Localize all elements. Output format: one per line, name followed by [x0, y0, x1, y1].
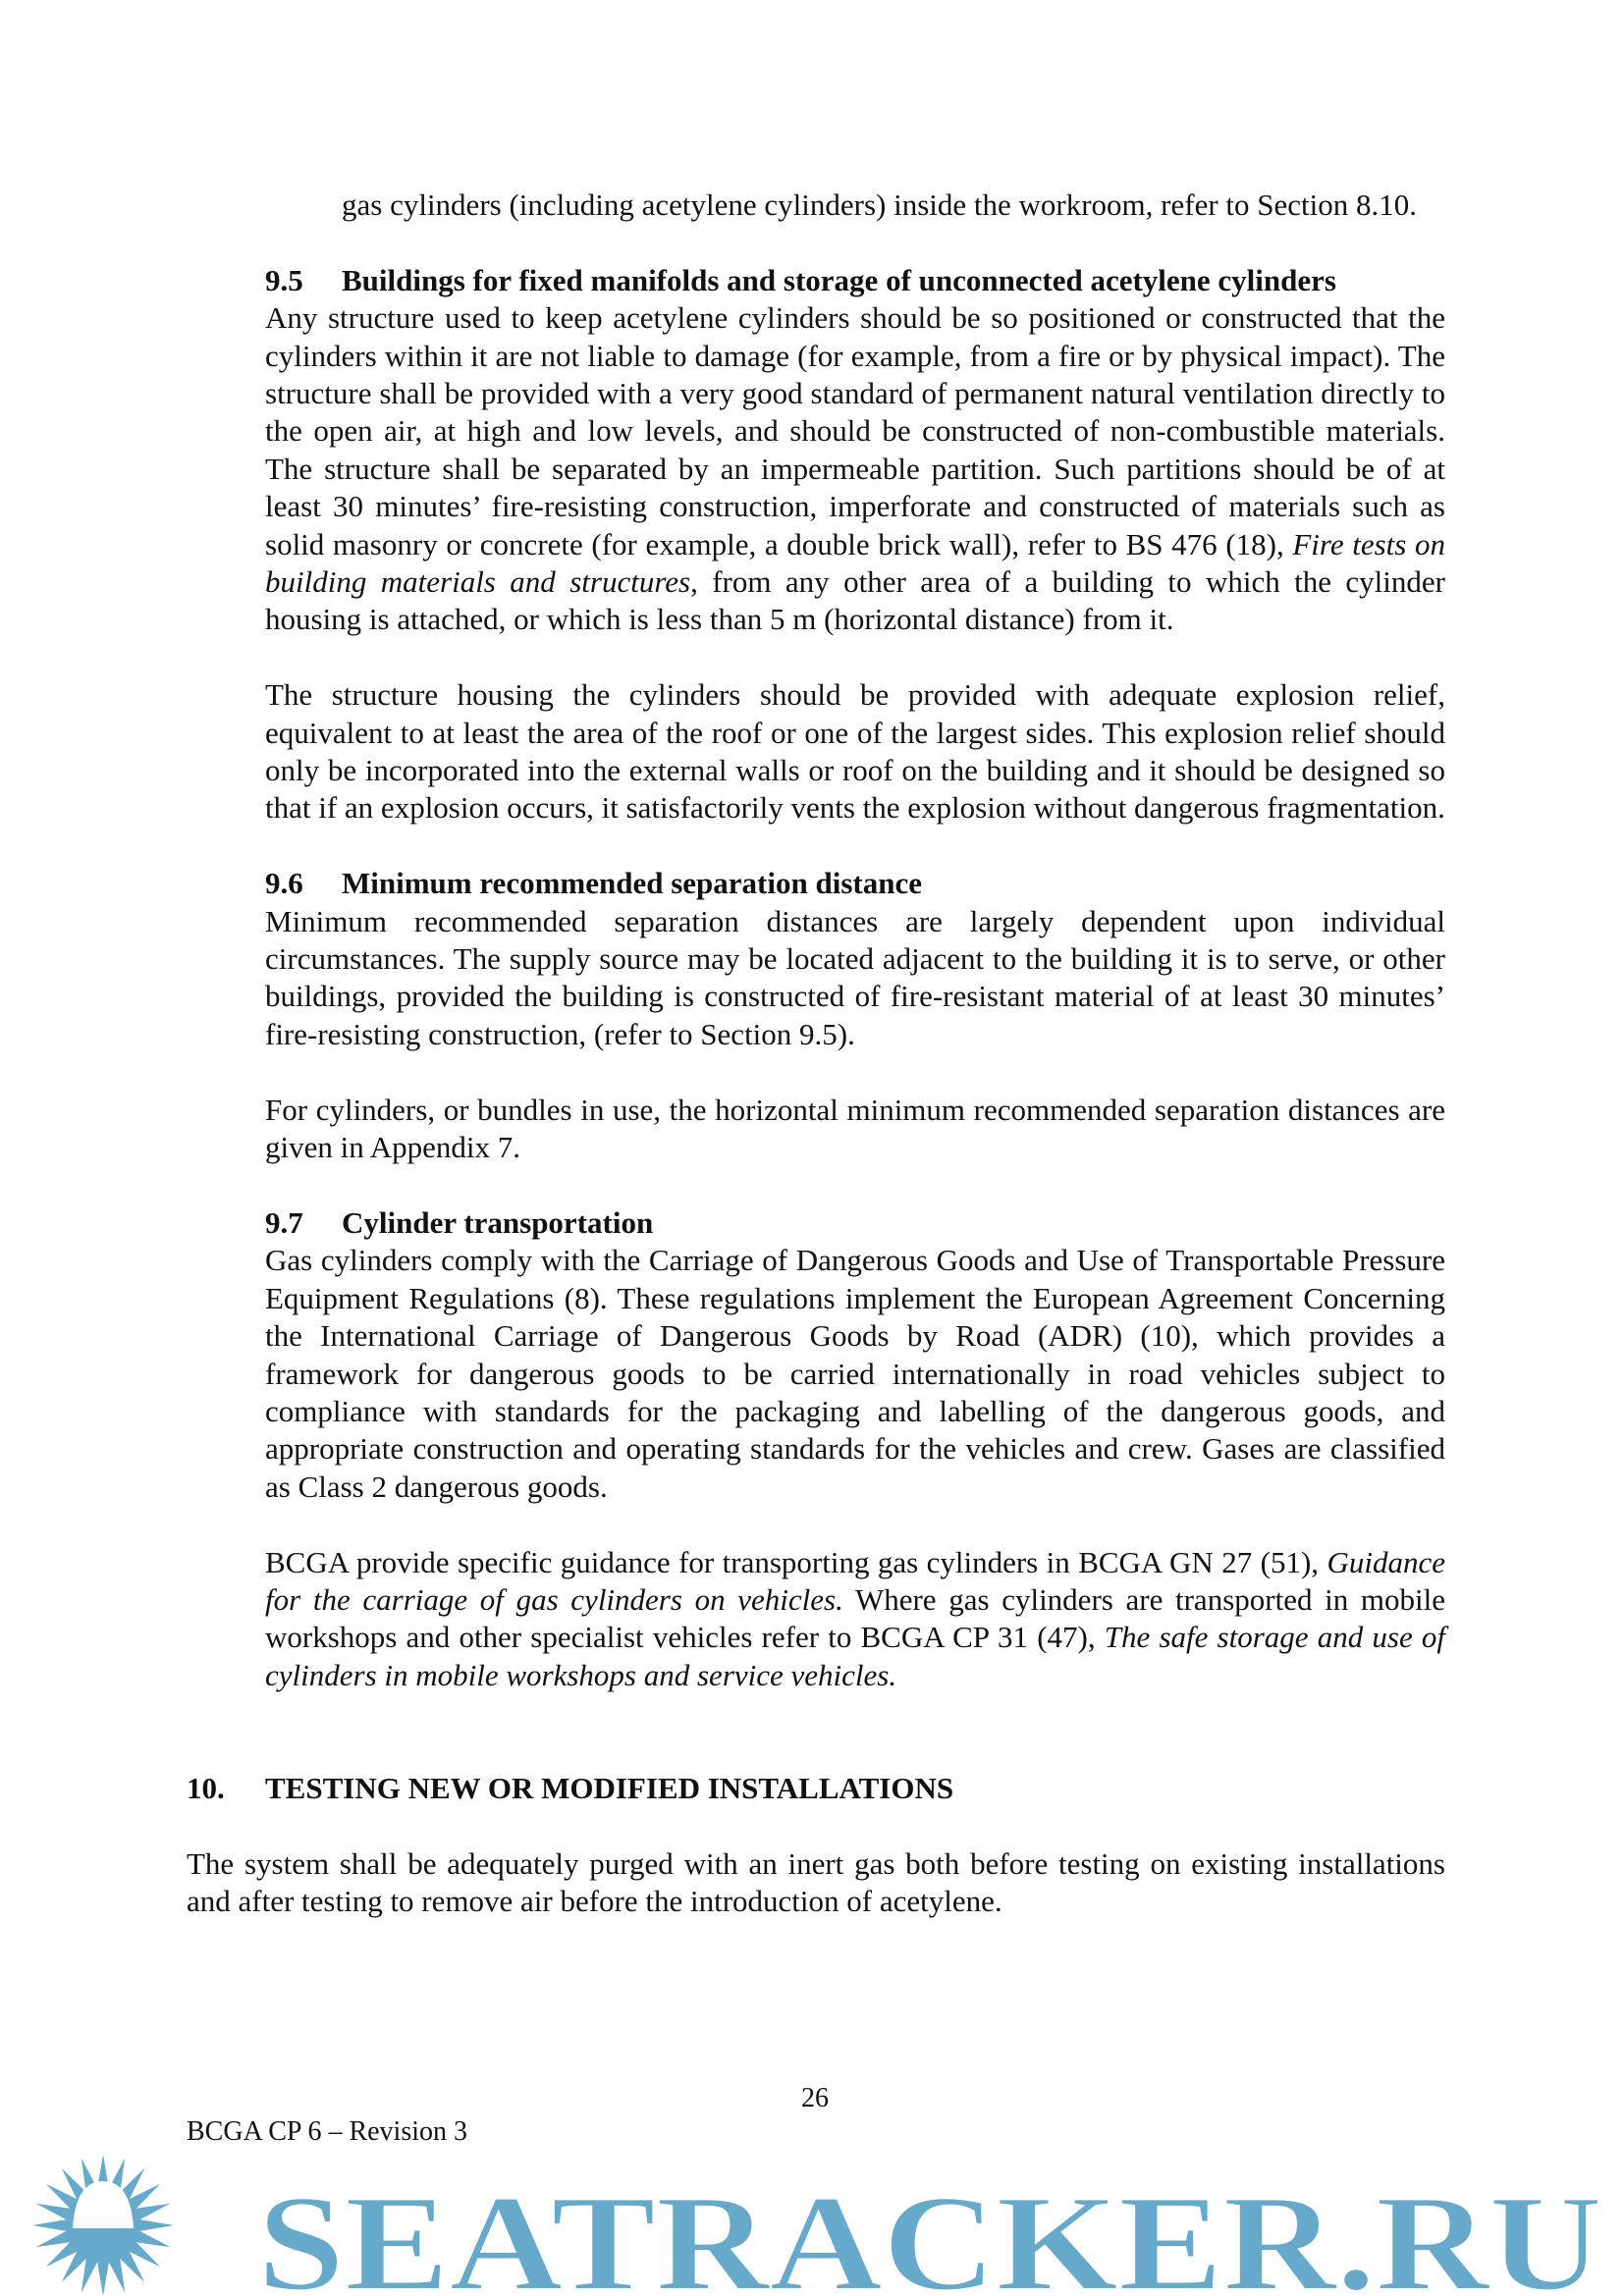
section-9-6-paragraph-1: Minimum recommended separation distances are largely dependent upon individual circumstances. The supply source may be located adjacent to the building it is to serve, or other buildings, provided the building is constructed of fire-resistant material of at least 30 minutes’ fire-resisting construction, (refer to Section 9.5).: [265, 903, 1445, 1051]
document-body: [187, 187, 1446, 1921]
section-10-heading: [187, 1770, 1445, 1807]
section-number: 9.7: [265, 1204, 303, 1240]
section-9-7-heading: [265, 1204, 1445, 1242]
text: BCGA provide specific guidance for transporting gas cylinders in BCGA GN 27 (51),: [265, 1544, 1327, 1579]
section-title: TESTING NEW OR MODIFIED INSTALLATIONS: [265, 1770, 954, 1805]
section-number: 9.5: [265, 262, 303, 297]
sun-highlight: [73, 2181, 134, 2228]
section-9-6-paragraph-2: For cylinders, or bundles in use, the horizontal minimum recommended separation distances are given in Appendix 7.: [265, 1092, 1445, 1165]
section-9-7-paragraph-1: Gas cylinders comply with the Carriage of Dangerous Goods and Use of Transportable Pressure Equipment Regulations (8). These regulations implement the European Agreement Concerning the International Carriage of Dangerous Goods by Road (ADR) (10), which provides a framework for dangerous goods to be carried internationally in road vehicles subject to compliance with standards for the packaging and labelling of the dangerous goods, and appropriate construction and operating standards for the vehicles and crew. Gases are classified as Class 2 dangerous goods.: [265, 1243, 1445, 1504]
section-9-5-heading: [265, 262, 1445, 299]
page-number: 26: [801, 2083, 829, 2113]
section-9-5-paragraph-1: [265, 299, 1445, 639]
section-title: Cylinder transportation: [342, 1204, 654, 1240]
section-9-7-paragraph-2: [265, 1544, 1445, 1695]
section-number: 10.: [187, 1770, 225, 1805]
reference-title: The safe storage and use of cylinders in mobile workshops and service vehicles.: [265, 1620, 1446, 1692]
footer-document-id: BCGA CP 6 – Revision 3: [187, 2116, 468, 2147]
text: , from any other area of a building to which the cylinder housing is attached, or which is less than 5 m (horizontal distance) from it.: [265, 564, 1445, 637]
section-number: 9.6: [265, 866, 303, 901]
reference-title: Fire tests on building materials and structures: [265, 526, 1445, 600]
section-9-6-heading: [265, 865, 1445, 902]
watermark-text: SEATRACKER.RU: [257, 2167, 1602, 2296]
watermark-logo: [0, 2152, 1624, 2296]
reference-title: Guidance for the carriage of gas cylinders on vehicles.: [265, 1544, 1445, 1617]
text: Where gas cylinders are transported in mobile workshops and other specialist vehicles refer to BCGA CP 31 (47),: [265, 1581, 1445, 1655]
text: Any structure used to keep acetylene cylinders should be so positioned or constructed that the cylinders within it are not liable to damage (for example, from a fire or by physical impact). The structure shall be provided with a very good standard of permanent natural ventilation directly to the open air, at high and low levels, and should be constructed of non-combustible materials. The structure shall be separated by an impermeable partition. Such partitions should be of at least 30 minutes’ fire-resisting construction, imperforate and constructed of materials such as solid masonry or concrete (for example, a double brick wall), refer to BS 476 (18),: [265, 300, 1445, 561]
section-9-5-paragraph-2: The structure housing the cylinders should be provided with adequate explosion relief, equivalent to at least the area of the roof or one of the largest sides. This explosion relief should only be incorporated into the external walls or roof on the building and it should be designed so that if an explosion occurs, it satisfactorily vents the explosion without dangerous fragmentation.: [265, 677, 1445, 826]
sun-icon: [32, 2155, 174, 2296]
section-title: Minimum recommended separation distance: [342, 866, 922, 901]
intro-paragraph: gas cylinders (including acetylene cylinders) inside the workroom, refer to Section 8.10.: [342, 187, 1418, 222]
section-10-paragraph: The system shall be adequately purged with an inert gas both before testing on existing installations and after testing to remove air before the introduction of acetylene.: [187, 1845, 1445, 1919]
sun-rays: [32, 2155, 174, 2296]
section-title: Buildings for fixed manifolds and storage of unconnected acetylene cylinders: [342, 262, 1336, 297]
